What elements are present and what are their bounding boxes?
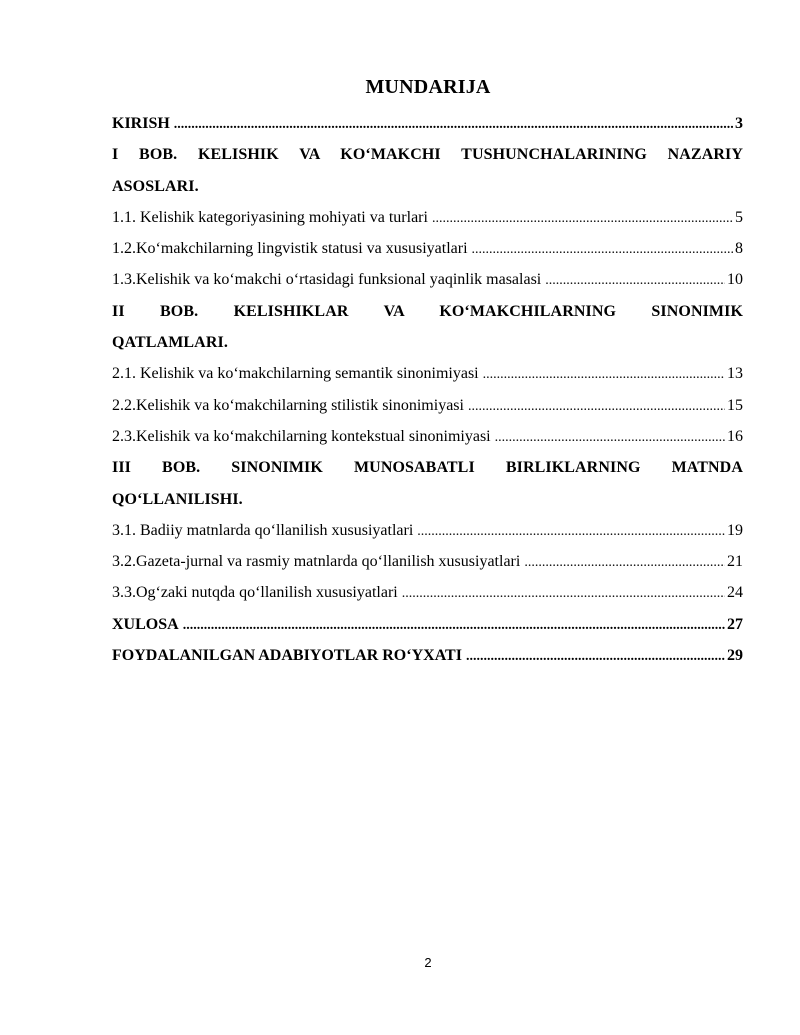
chapter-heading-3[interactable] — [112, 452, 743, 515]
toc-entry-2-3[interactable] — [112, 421, 743, 452]
page-number: 2 — [424, 955, 432, 970]
chapter-heading-line: III BOB. SINONIMIK MUNOSABATLI BIRLIKLARNING MATNDA — [112, 459, 743, 477]
toc-entry-label: 2.3.Kelishik va ko‘makchilarning kontekstual sinonimiyasi — [112, 427, 491, 445]
toc-entry-1-2[interactable] — [112, 233, 743, 264]
toc-entry-3-2[interactable] — [112, 546, 743, 577]
dot-leader — [545, 265, 725, 295]
toc-entry-1-3[interactable] — [112, 264, 743, 295]
toc-entry-label: 3.3.Og‘zaki nutqda qo‘llanilish xususiyatlari — [112, 584, 398, 602]
toc-entry-2-1[interactable] — [112, 358, 743, 389]
toc-entry-page: 3 — [735, 115, 743, 132]
dot-leader — [483, 359, 725, 389]
page-title: MUNDARIJA — [365, 76, 491, 98]
toc-entry-3-1[interactable] — [112, 515, 743, 546]
toc-entry-2-2[interactable] — [112, 390, 743, 421]
chapter-heading-1[interactable] — [112, 139, 743, 202]
toc-entry-page: 13 — [727, 365, 743, 383]
dot-leader — [472, 234, 733, 264]
toc-entry-page: 19 — [727, 521, 743, 539]
toc-entry-label: 1.3.Kelishik va ko‘makchi o‘rtasidagi funksional yaqinlik masalasi — [112, 271, 542, 289]
toc-entry-label: 2.1. Kelishik va ko‘makchilarning semantik sinonimiyasi — [112, 365, 479, 383]
toc-entry-label: FOYDALANILGAN ADABIYOTLAR RO‘YXATI — [112, 647, 462, 665]
dot-leader — [495, 422, 725, 452]
dot-leader — [468, 391, 725, 421]
dot-leader — [466, 641, 725, 671]
table-of-contents — [112, 108, 743, 671]
dot-leader — [174, 109, 733, 139]
toc-entry-label: 3.2.Gazeta-jurnal va rasmiy matnlarda qo‘llanilish xususiyatlari — [112, 553, 521, 571]
toc-entry-conclusion[interactable] — [112, 609, 743, 640]
toc-entry-3-3[interactable] — [112, 577, 743, 608]
chapter-heading-line: QATLAMLARI. — [112, 334, 228, 352]
chapter-heading-line: QO‘LLANILISHI. — [112, 490, 243, 508]
chapter-heading-line: ASOSLARI. — [112, 177, 199, 195]
toc-entry-page: 5 — [735, 208, 743, 226]
toc-entry-label: XULOSA — [112, 615, 179, 633]
dot-leader — [183, 610, 725, 640]
toc-entry-page: 8 — [735, 240, 743, 258]
toc-entry-page: 29 — [727, 647, 743, 665]
chapter-heading-2[interactable] — [112, 296, 743, 359]
dot-leader — [524, 547, 725, 577]
toc-entry-label: 1.2.Ko‘makchilarning lingvistik statusi va xususiyatlari — [112, 240, 468, 258]
toc-entry-label: 2.2.Kelishik va ko‘makchilarning stilistik sinonimiyasi — [112, 396, 464, 414]
dot-leader — [432, 203, 733, 233]
toc-entry-page: 16 — [727, 427, 743, 445]
toc-entry-1-1[interactable] — [112, 202, 743, 233]
toc-entry-page: 10 — [727, 271, 743, 289]
toc-entry-intro[interactable] — [112, 108, 743, 139]
chapter-heading-line: II BOB. KELISHIKLAR VA KO‘MAKCHILARNING SINONIMIK — [112, 302, 743, 320]
toc-entry-page: 24 — [727, 584, 743, 602]
dot-leader — [402, 578, 725, 608]
toc-entry-page: 27 — [727, 615, 743, 633]
toc-entry-label: 1.1. Kelishik kategoriyasining mohiyati va turlari — [112, 208, 428, 226]
toc-entry-page: 15 — [727, 396, 743, 414]
toc-entry-references[interactable] — [112, 640, 743, 671]
toc-entry-label: KIRISH — [112, 115, 170, 132]
chapter-heading-line: I BOB. KELISHIK VA KO‘MAKCHI TUSHUNCHALARINING NAZARIY — [112, 146, 743, 164]
dot-leader — [417, 516, 725, 546]
toc-entry-label: 3.1. Badiiy matnlarda qo‘llanilish xususiyatlari — [112, 521, 414, 539]
toc-entry-page: 21 — [727, 553, 743, 571]
